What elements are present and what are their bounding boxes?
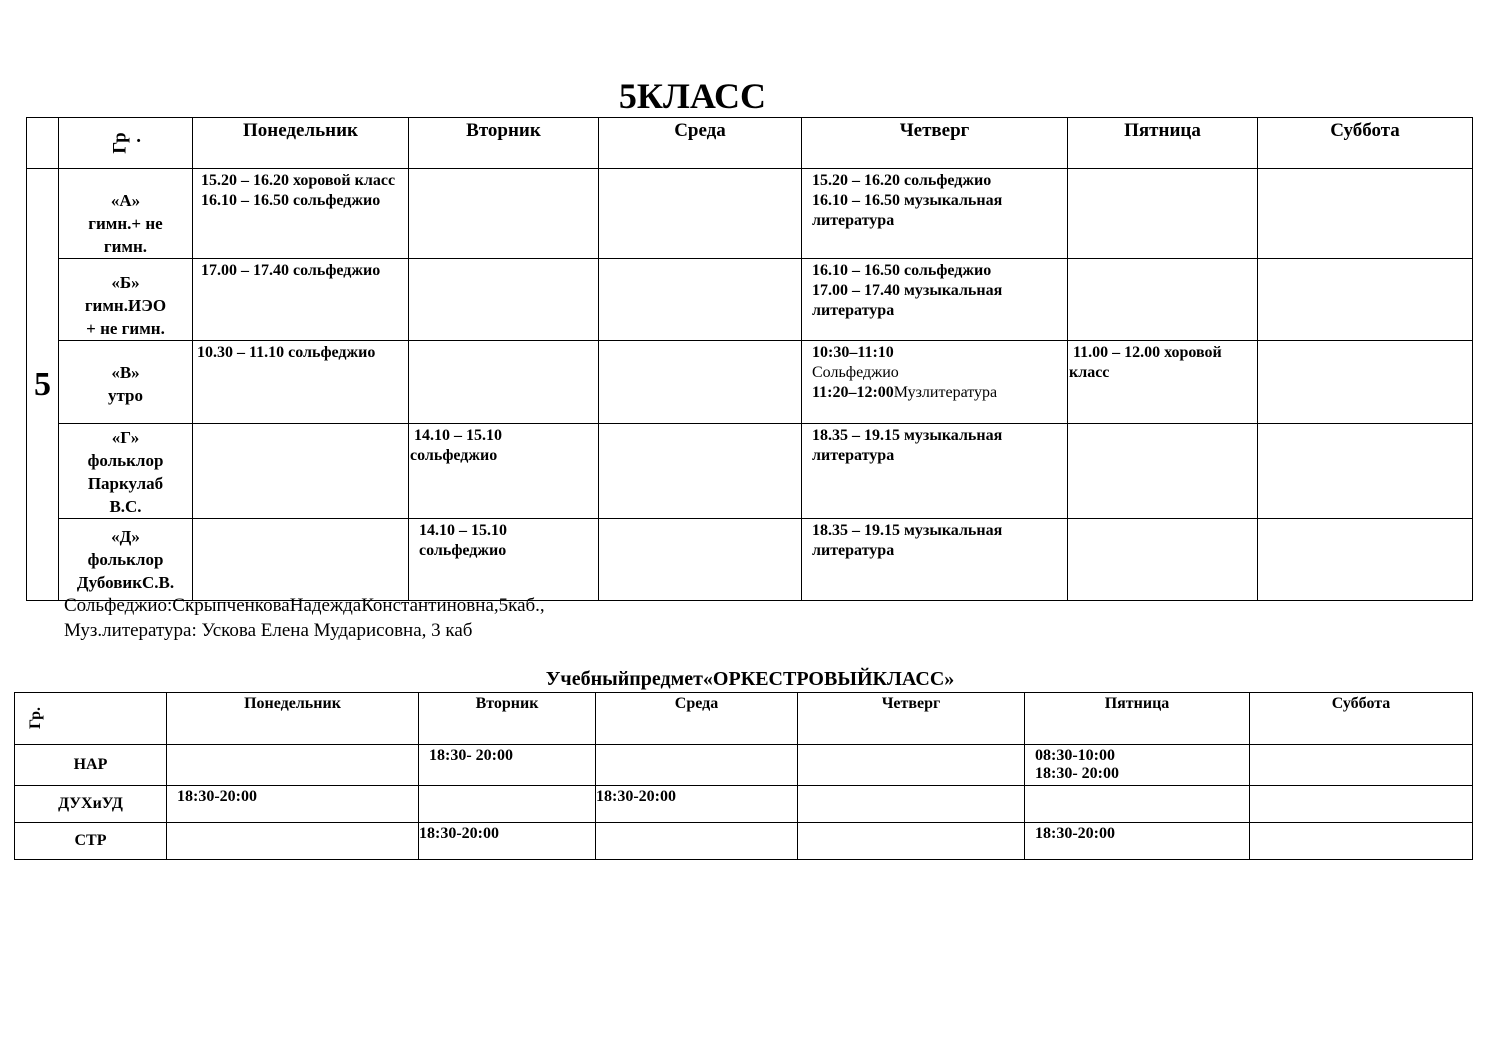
group-label: гимн.: [103, 237, 148, 256]
table-row: [27, 341, 1473, 424]
day-header-wednesday: Среда: [596, 693, 798, 745]
day-header-saturday: Суббота: [1258, 118, 1473, 169]
schedule-cell: 18:30- 20:00: [419, 745, 596, 786]
schedule-cell: [798, 745, 1025, 786]
lesson-subject: Сольфеджио: [812, 364, 899, 381]
group-header-cell: [59, 118, 193, 169]
lesson-entry: 16.10 – 16.50 сольфеджио: [812, 262, 992, 279]
lesson-entry: 18.35 – 19.15 музыкальная литература: [812, 427, 1003, 464]
group-header-dot: .: [136, 126, 141, 147]
schedule-cell: [193, 424, 409, 519]
group-label: В.С.: [109, 497, 142, 516]
group-name: ДУХиУД: [15, 786, 167, 823]
day-header-monday: Понедельник: [193, 118, 409, 169]
lesson-time: 11:20–12:00: [812, 384, 894, 401]
group-cell: [59, 519, 193, 601]
schedule-cell: [409, 519, 599, 601]
schedule-cell: [167, 745, 419, 786]
day-header-tuesday: Вторник: [409, 118, 599, 169]
schedule-cell: [802, 519, 1068, 601]
schedule-cell: [802, 169, 1068, 259]
page-title: 5КЛАСС: [618, 76, 767, 116]
schedule-cell: 18:30-20:00: [596, 786, 798, 823]
day-header-monday: Понедельник: [167, 693, 419, 745]
schedule-cell: [798, 823, 1025, 860]
lesson-entry: 11.00 – 12.00 хоровой класс: [1069, 344, 1222, 381]
group-label: утро: [107, 386, 143, 405]
table-header-row: [15, 693, 1473, 745]
schedule-cell: [1258, 424, 1473, 519]
schedule-cell: [193, 341, 409, 424]
day-header-wednesday: Среда: [599, 118, 802, 169]
orchestra-section-title: Учебныйпредмет«ОРКЕСТРОВЫЙКЛАСС»: [545, 668, 955, 690]
schedule-cell: [1250, 786, 1473, 823]
group-cell: [59, 259, 193, 341]
lesson-entry: 14.10 – 15.10: [414, 427, 502, 444]
schedule-cell: 18:30-20:00: [419, 823, 596, 860]
schedule-cell: [193, 519, 409, 601]
lesson-entry: 16.10 – 16.50 сольфеджио: [201, 192, 381, 209]
schedule-cell: [1250, 745, 1473, 786]
table-row: [27, 424, 1473, 519]
schedule-cell: [419, 786, 596, 823]
lesson-entry: 10.30 – 11.10 сольфеджио: [197, 344, 376, 361]
lesson-entry: 17.00 – 17.40 музыкальная литература: [812, 282, 1003, 319]
group-label: ДубовикС.В.: [76, 573, 175, 592]
lesson-subject: Музлитература: [893, 384, 998, 401]
orchestra-schedule-table: [14, 692, 1473, 860]
group-label: «Б»: [111, 273, 140, 292]
schedule-cell: [802, 341, 1068, 424]
schedule-cell: [409, 424, 599, 519]
schedule-cell: 08:30-10:00 18:30- 20:00: [1025, 745, 1250, 786]
day-header-thursday: Четверг: [802, 118, 1068, 169]
group-label: «Д»: [111, 527, 140, 546]
lesson-entry: 14.10 – 15.10: [419, 522, 507, 539]
schedule-cell: [167, 823, 419, 860]
lesson-time: 10:30–11:10: [812, 344, 894, 361]
schedule-cell: 18:30-20:00: [167, 786, 419, 823]
group-label: «А»: [110, 191, 141, 210]
schedule-cell: [1025, 786, 1250, 823]
day-header-friday: Пятница: [1068, 118, 1258, 169]
schedule-cell: [1258, 259, 1473, 341]
schedule-cell: [599, 519, 802, 601]
schedule-cell: [193, 259, 409, 341]
group-label: «В»: [111, 363, 140, 382]
schedule-cell: [1068, 424, 1258, 519]
schedule-cell: [409, 259, 599, 341]
group-label: гимн.ИЭО: [84, 296, 167, 315]
schedule-cell: 18:30-20:00: [1025, 823, 1250, 860]
day-header-thursday: Четверг: [798, 693, 1025, 745]
grade-header-cell: [27, 118, 59, 169]
group-cell: [59, 424, 193, 519]
teacher-note-literature: Муз.литература: Ускова Елена Мударисовна, 3 каб: [64, 620, 473, 641]
table-row: [27, 169, 1473, 259]
schedule-cell: [599, 259, 802, 341]
table-row: [15, 823, 1473, 860]
schedule-cell: [1068, 519, 1258, 601]
group-header-cell: [15, 693, 167, 745]
schedule-cell: [1258, 341, 1473, 424]
schedule-cell: [1068, 341, 1258, 424]
schedule-cell: [1250, 823, 1473, 860]
schedule-cell: [1258, 519, 1473, 601]
table-row: [27, 519, 1473, 601]
table-row: [15, 745, 1473, 786]
schedule-cell: [802, 424, 1068, 519]
group-label: Паркулаб: [87, 474, 164, 493]
table-header-row: [27, 118, 1473, 169]
day-header-friday: Пятница: [1025, 693, 1250, 745]
day-header-tuesday: Вторник: [419, 693, 596, 745]
lesson-entry: 16.10 – 16.50 музыкальная литература: [812, 192, 1003, 229]
schedule-table-5-class: [26, 117, 1473, 601]
schedule-cell: [596, 745, 798, 786]
schedule-cell: [599, 341, 802, 424]
group-name: СТР: [15, 823, 167, 860]
lesson-entry: сольфеджио: [419, 542, 507, 559]
schedule-cell: [409, 341, 599, 424]
group-label: гимн.+ не: [88, 214, 163, 233]
schedule-cell: [1068, 259, 1258, 341]
table-row: [27, 259, 1473, 341]
table-row: [15, 786, 1473, 823]
lesson-entry: 15.20 – 16.20 сольфеджио: [812, 172, 992, 189]
group-header: Гр: [109, 132, 131, 154]
group-header: Гр.: [27, 706, 45, 730]
group-cell: [59, 341, 193, 424]
schedule-cell: [193, 169, 409, 259]
schedule-cell: [802, 259, 1068, 341]
schedule-cell: [596, 823, 798, 860]
schedule-cell: [1258, 169, 1473, 259]
schedule-cell: [1068, 169, 1258, 259]
lesson-entry: сольфеджио: [410, 447, 498, 464]
group-label: + не гимн.: [86, 319, 165, 338]
group-label: фольклор: [87, 451, 164, 470]
schedule-cell: [599, 169, 802, 259]
lesson-entry: 15.20 – 16.20 хоровой класс: [201, 172, 396, 189]
group-label: фольклор: [87, 550, 164, 569]
grade-number: 5: [27, 169, 59, 601]
teacher-note-solfeggio: Сольфеджио:СкрыпченковаНадеждаКонстантиновна,5каб.,: [64, 595, 545, 616]
day-header-saturday: Суббота: [1250, 693, 1473, 745]
lesson-entry: 17.00 – 17.40 сольфеджио: [201, 262, 381, 279]
group-label: «Г»: [111, 428, 140, 447]
schedule-cell: [599, 424, 802, 519]
group-name: НАР: [15, 745, 167, 786]
schedule-cell: [798, 786, 1025, 823]
group-cell: [59, 169, 193, 259]
schedule-cell: [409, 169, 599, 259]
lesson-entry: 18.35 – 19.15 музыкальная литература: [812, 522, 1003, 559]
